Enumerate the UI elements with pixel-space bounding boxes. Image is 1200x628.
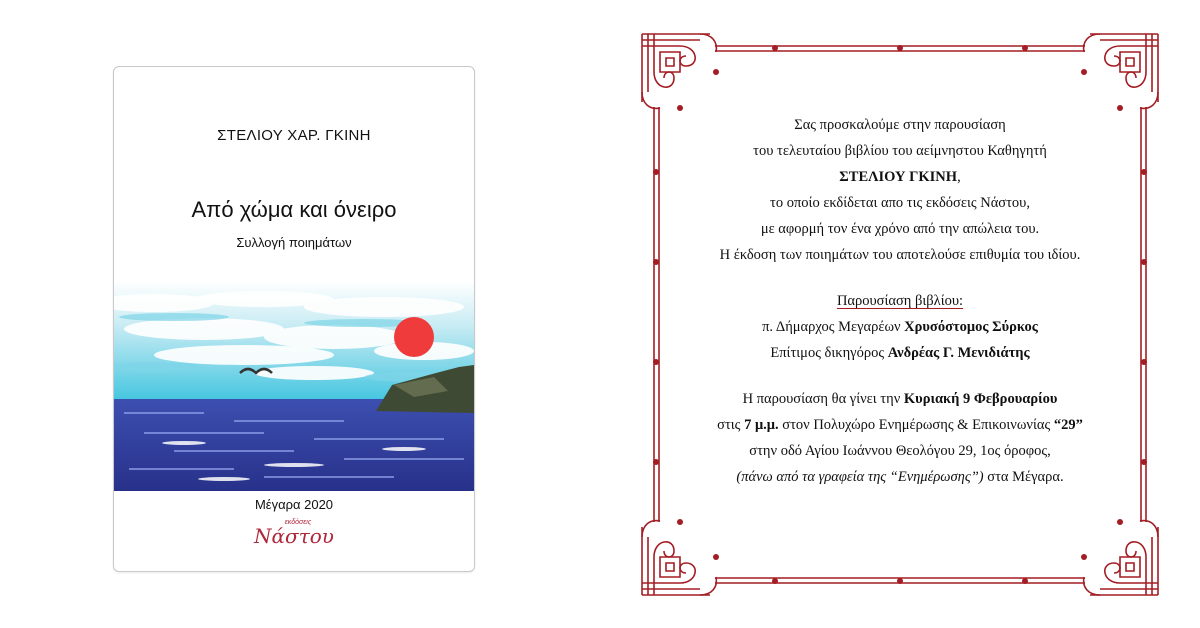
invite-line-6: Η έκδοση των ποιημάτων του αποτελούσε επιθυμία του ιδίου. <box>719 247 1081 263</box>
event-time-pre: στις <box>717 417 745 433</box>
publisher-name: Νάστου <box>254 524 334 548</box>
sea-painting <box>114 281 474 491</box>
invitation-text <box>640 112 1160 490</box>
cover-title: Από χώμα και όνειρο <box>191 197 397 222</box>
honoree-comma: , <box>957 169 961 185</box>
publisher-small: εκδόσεις <box>284 519 312 526</box>
sun-shape <box>394 317 434 357</box>
presenter-2 <box>640 340 1160 366</box>
invite-line-3 <box>640 164 1160 190</box>
presentation-heading-text: Παρουσίαση βιβλίου: <box>836 293 964 309</box>
event-city: στα Μέγαρα. <box>983 469 1064 485</box>
event-date: Κυριακή 9 Φεβρουαρίου <box>903 391 1058 407</box>
event-date-pre: Η παρουσίαση θα γίνει την <box>742 391 904 407</box>
presenter-1 <box>640 314 1160 340</box>
invitation-card <box>640 32 1160 597</box>
invite-line-2: του τελευταίου βιβλίου του αείμνηστου Καθηγητή <box>753 143 1047 159</box>
honoree-name: ΣΤΕΛΙΟΥ ΓΚΙΝΗ <box>839 169 958 185</box>
invite-line-1: Σας προσκαλούμε στην παρουσίαση <box>794 117 1006 133</box>
presenter-2-role: Επίτιμος δικηγόρος <box>770 345 888 361</box>
cover-author: ΣΤΕΛΙΟΥ ΧΑΡ. ΓΚΙΝΗ <box>217 127 371 144</box>
event-date-line <box>640 386 1160 412</box>
event-time: 7 μ.μ. <box>744 417 779 433</box>
event-location-line <box>640 464 1160 490</box>
event-venue-text: στον Πολυχώρο Ενημέρωσης & Επικοινωνίας <box>778 417 1054 433</box>
invite-line-5: με αφορμή τον ένα χρόνο από την απώλεια του. <box>760 221 1040 237</box>
book-cover <box>113 66 475 572</box>
presenter-1-role: π. Δήμαρχος Μεγαρέων <box>762 319 905 335</box>
event-venue-number: “29” <box>1053 417 1083 433</box>
cover-subtitle: Συλλογή ποιημάτων <box>236 235 352 250</box>
cover-place-year: Μέγαρα 2020 <box>254 497 334 512</box>
publisher-logo <box>114 517 474 557</box>
presenter-1-name: Χρυσόστομος Σύρκος <box>904 319 1038 335</box>
event-time-line <box>640 412 1160 438</box>
presenter-2-name: Ανδρέας Γ. Μενιδιάτης <box>887 345 1030 361</box>
event-location-note: (πάνω από τα γραφεία της “Ενημέρωσης”) <box>736 469 984 485</box>
event-address: στην οδό Αγίου Ιωάννου Θεολόγου 29, 1ος όροφος, <box>749 443 1051 459</box>
presentation-heading <box>640 288 1160 314</box>
invite-line-4: το οποίο εκδίδεται απο τις εκδόσεις Νάστου, <box>770 195 1030 211</box>
